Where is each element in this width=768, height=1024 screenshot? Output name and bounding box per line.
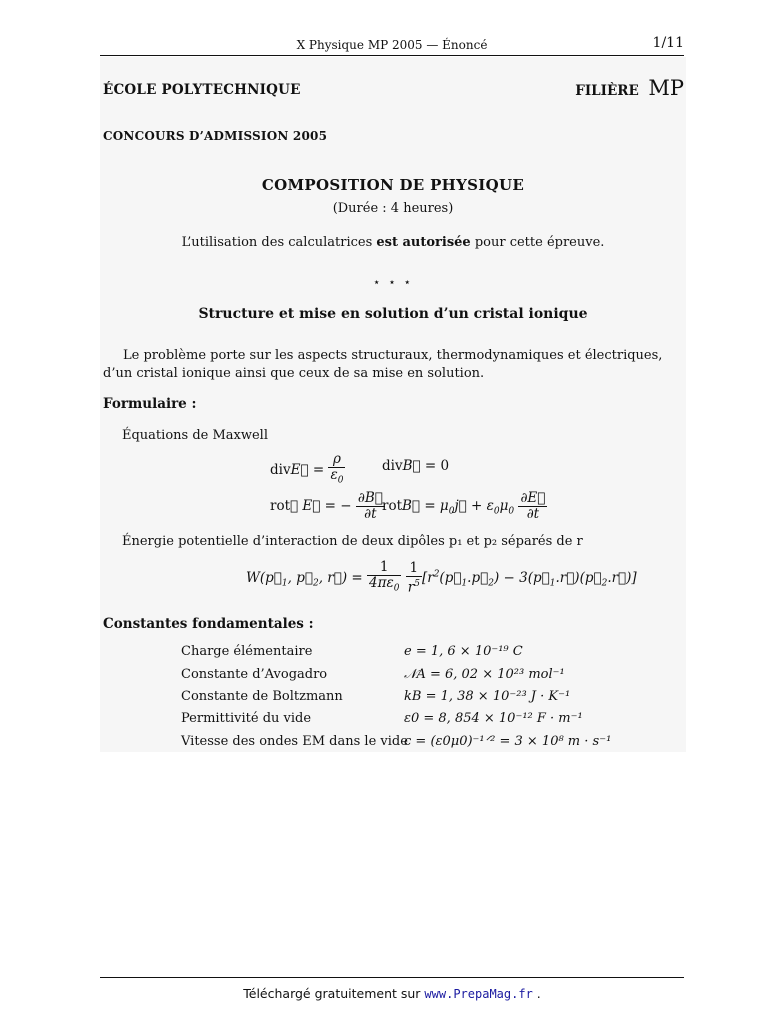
- running-header: [100, 34, 684, 56]
- constant-value: 𝒩A = 6, 02 × 10²³ mol⁻¹: [404, 667, 565, 682]
- filiere: [575, 76, 684, 100]
- footer-after: .: [532, 986, 541, 1001]
- composition-title: COMPOSITION DE PHYSIQUE: [261, 176, 525, 194]
- calc-text-bold: est autorisée: [376, 235, 471, 250]
- footer: [100, 986, 684, 1001]
- footer-text: Téléchargé gratuitement sur: [243, 986, 425, 1001]
- calc-text-after: pour cette épreuve.: [470, 235, 605, 250]
- constant-value: ε0 = 8, 854 × 10⁻¹² F · m⁻¹: [404, 711, 583, 726]
- constant-name: Charge élémentaire: [181, 644, 313, 659]
- duration: (Durée : 4 heures): [332, 201, 454, 216]
- energy-label: Énergie potentielle d’interaction de deux dipôles p₁ et p₂ séparés de r: [122, 534, 583, 549]
- maxwell-label: Équations de Maxwell: [122, 428, 268, 443]
- equation-rot-e: rot⃗ E⃗ = − $\frac{\partial B⃗}{\partial t}$: [270, 490, 383, 522]
- school-name: ÉCOLE POLYTECHNIQUE: [103, 82, 301, 98]
- filiere-label: FILIÈRE: [575, 83, 639, 99]
- equation-div-e: divE⃗ = $\frac{\rho}{\varepsilon_0}$: [270, 451, 344, 486]
- equation-div-b: divB⃗ = 0: [382, 458, 450, 474]
- constant-name: Vitesse des ondes EM dans le vide: [181, 734, 408, 749]
- constant-value: kB = 1, 38 × 10⁻²³ J · K⁻¹: [404, 689, 571, 704]
- constant-value: c = (ε0μ0)⁻¹ᐟ² = 3 × 10⁸ m · s⁻¹: [404, 734, 612, 749]
- subject-title: Structure et mise en solution d’un cristal ionique: [198, 306, 588, 322]
- concours-line: CONCOURS D’ADMISSION 2005: [103, 129, 328, 143]
- intro-paragraph: Le problème porte sur les aspects structuraux, thermodynamiques et électriques, d’un cristal ionique ainsi que ceux de sa mise en solution.: [103, 348, 663, 381]
- calc-text-before: L’utilisation des calculatrices: [181, 235, 377, 250]
- separator-stars: ⋆ ⋆ ⋆: [372, 275, 414, 289]
- constant-name: Constante de Boltzmann: [181, 689, 343, 704]
- constant-name: Constante d’Avogadro: [181, 667, 328, 682]
- header-rule: [100, 55, 684, 56]
- constant-value: e = 1, 6 × 10⁻¹⁹ C: [404, 644, 523, 659]
- equation-rot-b: rotB⃗ = $\mu_0j⃗ + \varepsilon_0\mu_0$ $\frac{\partial E⃗}{\partial t}$: [382, 490, 546, 522]
- calculator-notice: [100, 235, 686, 250]
- equation-dipole-energy: $W(p⃗_1$, $p⃗_2$, r⃗) = $\frac{1}{4\pi\varepsilon_0}$ $\frac{1}{r^5}$ [$r^2(p⃗_1.p⃗_2)$ − $3(p⃗_1.r⃗)(p⃗_2.r⃗)$]: [246, 559, 637, 596]
- footer-link[interactable]: www.PrepaMag.fr: [424, 987, 533, 1001]
- formulaire-heading: Formulaire :: [103, 396, 197, 412]
- constant-name: Permittivité du vide: [181, 711, 312, 726]
- running-title: X Physique MP 2005 — Énoncé: [296, 38, 488, 52]
- filiere-value: MP: [648, 76, 684, 100]
- page-number: 1/11: [652, 35, 684, 51]
- constantes-heading: Constantes fondamentales :: [103, 616, 314, 632]
- footer-rule: [100, 977, 684, 978]
